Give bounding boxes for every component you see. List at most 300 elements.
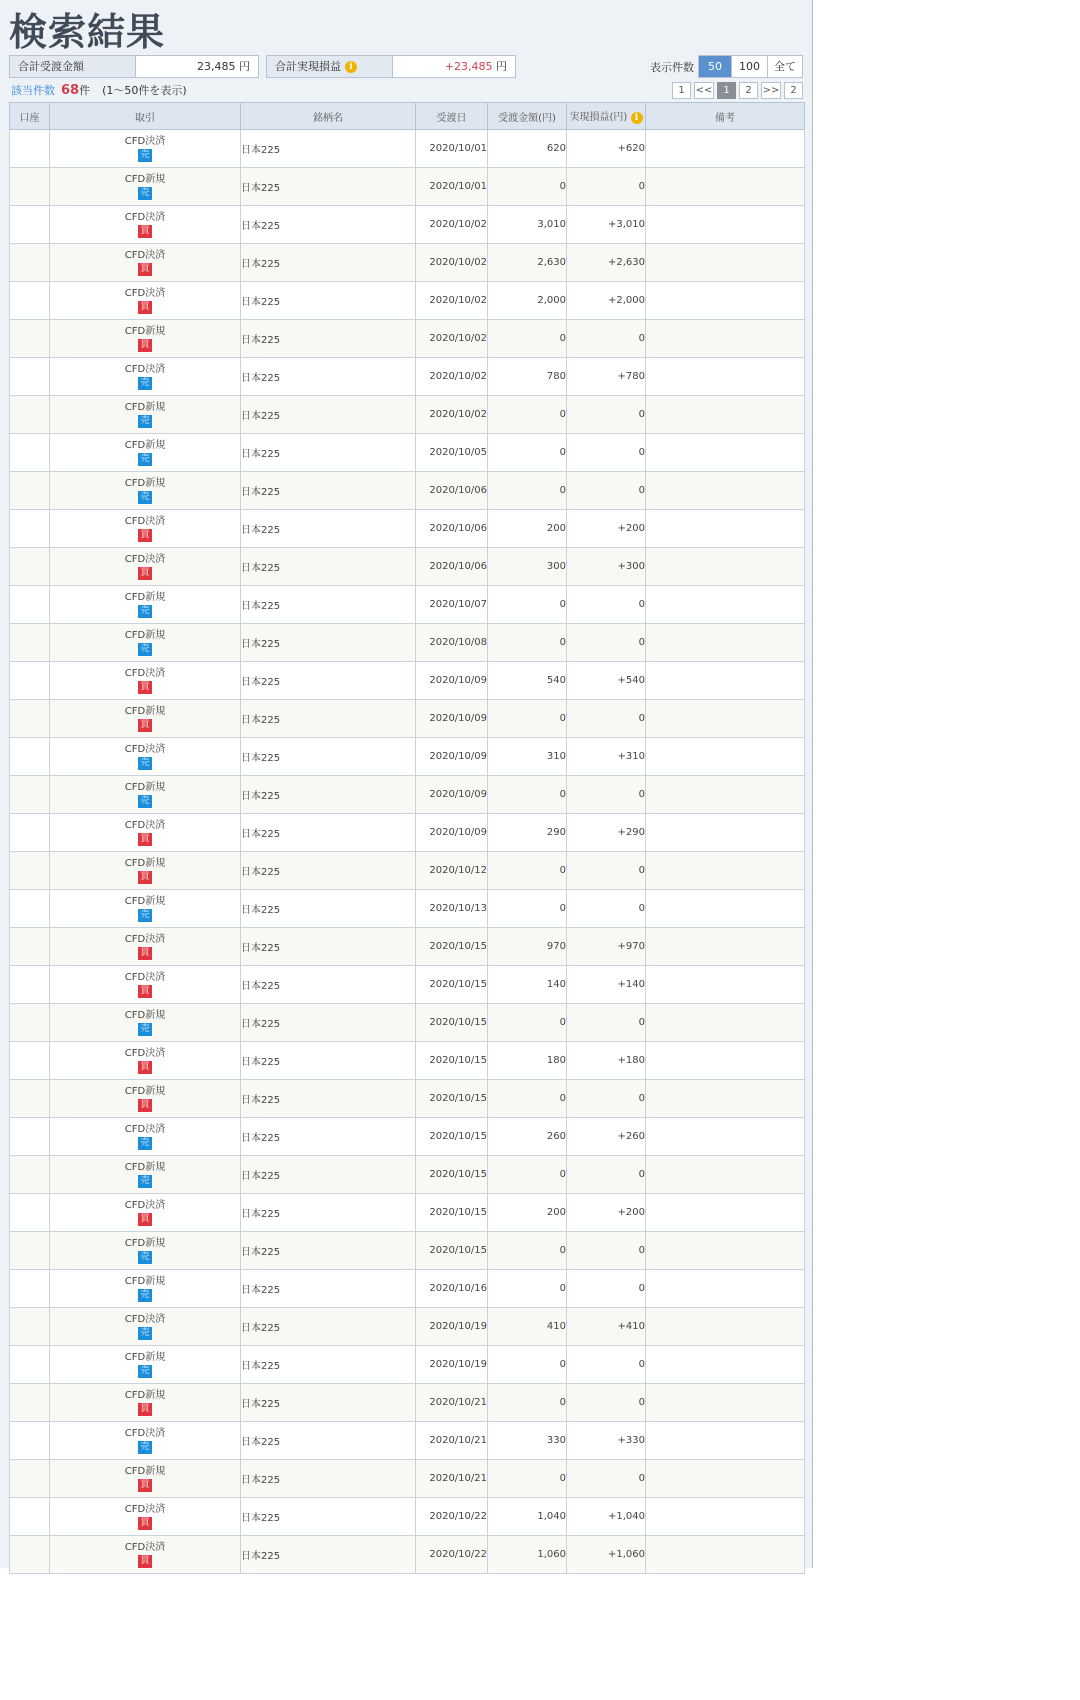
cell-account	[10, 320, 50, 358]
trade-type: CFD新規	[124, 1009, 166, 1021]
trade-type: CFD決済	[124, 363, 166, 375]
cell-pl: +260	[567, 1118, 646, 1156]
cell-trade	[50, 1460, 241, 1498]
cell-date: 2020/10/15	[416, 1004, 488, 1042]
cell-amount: 290	[488, 814, 567, 852]
trade-type: CFD決済	[124, 1427, 166, 1439]
cell-amount: 0	[488, 624, 567, 662]
cell-name: 日本225	[241, 244, 416, 282]
cell-pl: 0	[567, 1384, 646, 1422]
total-pl-label-cell	[267, 56, 393, 77]
cell-name: 日本225	[241, 1156, 416, 1194]
cell-pl: +2,630	[567, 244, 646, 282]
cell-trade	[50, 282, 241, 320]
side-badge: 売	[138, 1327, 152, 1340]
cell-note	[646, 700, 805, 738]
table-row	[10, 1042, 805, 1080]
info-icon[interactable]: i	[345, 61, 357, 73]
trade-type: CFD決済	[124, 819, 166, 831]
table-row	[10, 852, 805, 890]
cell-note	[646, 1536, 805, 1574]
cell-name: 日本225	[241, 1080, 416, 1118]
column-header-amount[interactable]: 受渡金額(円)	[488, 103, 567, 130]
table-row	[10, 206, 805, 244]
display-count-label: 表示件数	[650, 60, 694, 74]
cell-amount: 1,060	[488, 1536, 567, 1574]
display-count-option-50[interactable]: 50	[699, 56, 731, 77]
cell-account	[10, 662, 50, 700]
cell-date: 2020/10/01	[416, 168, 488, 206]
cell-date: 2020/10/21	[416, 1422, 488, 1460]
cell-amount: 0	[488, 1270, 567, 1308]
cell-account	[10, 1384, 50, 1422]
cell-name: 日本225	[241, 852, 416, 890]
cell-amount: 0	[488, 890, 567, 928]
table-row	[10, 168, 805, 206]
trade-type: CFD新規	[124, 1389, 166, 1401]
cell-name: 日本225	[241, 1460, 416, 1498]
cell-pl: 0	[567, 168, 646, 206]
side-badge: 売	[138, 1289, 152, 1302]
cell-name: 日本225	[241, 510, 416, 548]
cell-trade	[50, 244, 241, 282]
cell-name: 日本225	[241, 928, 416, 966]
cell-trade	[50, 1080, 241, 1118]
table-row	[10, 1346, 805, 1384]
side-badge: 売	[138, 1023, 152, 1036]
cell-date: 2020/10/01	[416, 130, 488, 168]
page-first-button[interactable]: 1	[672, 82, 691, 99]
table-row	[10, 1232, 805, 1270]
page-title: 検索結果	[9, 10, 166, 54]
trade-type: CFD新規	[124, 781, 166, 793]
cell-amount: 3,010	[488, 206, 567, 244]
cell-account	[10, 928, 50, 966]
cell-note	[646, 206, 805, 244]
cell-pl: 0	[567, 472, 646, 510]
trade-type: CFD決済	[124, 667, 166, 679]
cell-amount: 0	[488, 472, 567, 510]
cell-name: 日本225	[241, 396, 416, 434]
cell-amount: 0	[488, 434, 567, 472]
cell-amount: 180	[488, 1042, 567, 1080]
cell-note	[646, 1422, 805, 1460]
cell-amount: 330	[488, 1422, 567, 1460]
cell-account	[10, 890, 50, 928]
trade-type: CFD新規	[124, 1237, 166, 1249]
total-delivery-label: 合計受渡金額	[10, 56, 136, 77]
cell-name: 日本225	[241, 1232, 416, 1270]
side-badge: 売	[138, 187, 152, 200]
table-row	[10, 1460, 805, 1498]
cell-name: 日本225	[241, 358, 416, 396]
cell-date: 2020/10/07	[416, 586, 488, 624]
cell-trade	[50, 1384, 241, 1422]
cell-pl: +330	[567, 1422, 646, 1460]
cell-name: 日本225	[241, 1118, 416, 1156]
cell-pl: +970	[567, 928, 646, 966]
cell-pl: +140	[567, 966, 646, 1004]
cell-note	[646, 1004, 805, 1042]
column-header-pl[interactable]	[567, 103, 646, 130]
side-badge: 買	[138, 985, 152, 998]
side-badge: 売	[138, 1137, 152, 1150]
cell-trade	[50, 624, 241, 662]
side-badge: 売	[138, 453, 152, 466]
side-badge: 買	[138, 263, 152, 276]
cell-date: 2020/10/15	[416, 928, 488, 966]
cell-trade	[50, 966, 241, 1004]
side-badge: 売	[138, 643, 152, 656]
cell-name: 日本225	[241, 700, 416, 738]
table-row	[10, 396, 805, 434]
cell-date: 2020/10/05	[416, 434, 488, 472]
cell-amount: 0	[488, 1460, 567, 1498]
trade-type: CFD新規	[124, 1351, 166, 1363]
cell-account	[10, 624, 50, 662]
table-row	[10, 1422, 805, 1460]
cell-pl: 0	[567, 586, 646, 624]
side-badge: 売	[138, 757, 152, 770]
cell-account	[10, 358, 50, 396]
side-badge: 売	[138, 909, 152, 922]
cell-pl: 0	[567, 890, 646, 928]
side-badge: 買	[138, 681, 152, 694]
cell-amount: 200	[488, 1194, 567, 1232]
table-row	[10, 472, 805, 510]
cell-date: 2020/10/06	[416, 510, 488, 548]
cell-account	[10, 510, 50, 548]
cell-trade	[50, 1498, 241, 1536]
cell-date: 2020/10/15	[416, 966, 488, 1004]
column-header-pl-label: 実現損益(円)	[569, 112, 628, 123]
total-pl-label: 合計実現損益	[275, 60, 341, 73]
cell-amount: 0	[488, 1346, 567, 1384]
cell-pl: +2,000	[567, 282, 646, 320]
cell-note	[646, 928, 805, 966]
cell-note	[646, 738, 805, 776]
total-pl-amount: +23,485	[444, 60, 493, 73]
trade-type: CFD決済	[124, 515, 166, 527]
column-header-date[interactable]: 受渡日	[416, 103, 488, 130]
cell-account	[10, 586, 50, 624]
side-badge: 買	[138, 1213, 152, 1226]
cell-trade	[50, 662, 241, 700]
table-body	[10, 130, 805, 1574]
cell-name: 日本225	[241, 1308, 416, 1346]
cell-note	[646, 624, 805, 662]
trade-type: CFD決済	[124, 1503, 166, 1515]
column-header-note[interactable]: 備考	[646, 103, 805, 130]
cell-trade	[50, 358, 241, 396]
cell-note	[646, 1118, 805, 1156]
cell-note	[646, 244, 805, 282]
cell-account	[10, 1460, 50, 1498]
cell-name: 日本225	[241, 814, 416, 852]
side-badge: 買	[138, 871, 152, 884]
cell-amount: 2,000	[488, 282, 567, 320]
cell-date: 2020/10/06	[416, 548, 488, 586]
cell-trade	[50, 852, 241, 890]
display-count-option-all[interactable]: 全て	[767, 56, 802, 77]
column-header-name[interactable]: 銘柄名	[241, 103, 416, 130]
cell-name: 日本225	[241, 168, 416, 206]
cell-amount: 970	[488, 928, 567, 966]
cell-pl: +200	[567, 1194, 646, 1232]
cell-trade	[50, 472, 241, 510]
cell-date: 2020/10/09	[416, 700, 488, 738]
cell-note	[646, 434, 805, 472]
cell-trade	[50, 814, 241, 852]
table-row	[10, 1498, 805, 1536]
cell-account	[10, 1270, 50, 1308]
table-row	[10, 662, 805, 700]
table-row	[10, 282, 805, 320]
cell-note	[646, 814, 805, 852]
cell-name: 日本225	[241, 966, 416, 1004]
total-delivery-box	[9, 55, 259, 78]
cell-account	[10, 966, 50, 1004]
cell-trade	[50, 776, 241, 814]
page-current-button[interactable]: 1	[717, 82, 736, 99]
cell-amount: 0	[488, 396, 567, 434]
side-badge: 売	[138, 795, 152, 808]
cell-account	[10, 852, 50, 890]
cell-pl: +410	[567, 1308, 646, 1346]
cell-date: 2020/10/02	[416, 320, 488, 358]
pagination	[672, 82, 803, 99]
table-row	[10, 358, 805, 396]
cell-amount: 410	[488, 1308, 567, 1346]
cell-account	[10, 1080, 50, 1118]
side-badge: 売	[138, 149, 152, 162]
cell-date: 2020/10/21	[416, 1384, 488, 1422]
cell-pl: +3,010	[567, 206, 646, 244]
table-row	[10, 1270, 805, 1308]
cell-pl: 0	[567, 776, 646, 814]
cell-date: 2020/10/22	[416, 1536, 488, 1574]
table-row	[10, 548, 805, 586]
column-header-account[interactable]: 口座	[10, 103, 50, 130]
cell-pl: 0	[567, 700, 646, 738]
cell-note	[646, 1308, 805, 1346]
trade-type: CFD新規	[124, 705, 166, 717]
cell-note	[646, 548, 805, 586]
cell-pl: 0	[567, 1004, 646, 1042]
cell-account	[10, 814, 50, 852]
total-pl-value	[393, 56, 515, 77]
table-row	[10, 966, 805, 1004]
cell-name: 日本225	[241, 1004, 416, 1042]
trade-type: CFD新規	[124, 857, 166, 869]
side-badge: 買	[138, 1061, 152, 1074]
cell-trade	[50, 738, 241, 776]
cell-pl: +290	[567, 814, 646, 852]
result-count	[11, 82, 187, 98]
table-row	[10, 1308, 805, 1346]
column-header-trade[interactable]: 取引	[50, 103, 241, 130]
cell-trade	[50, 1308, 241, 1346]
table-row	[10, 434, 805, 472]
cell-date: 2020/10/21	[416, 1460, 488, 1498]
cell-trade	[50, 1346, 241, 1384]
side-badge: 買	[138, 225, 152, 238]
cell-name: 日本225	[241, 624, 416, 662]
cell-note	[646, 1270, 805, 1308]
side-badge: 買	[138, 1403, 152, 1416]
cell-note	[646, 168, 805, 206]
cell-date: 2020/10/12	[416, 852, 488, 890]
trade-type: CFD新規	[124, 591, 166, 603]
table-row	[10, 244, 805, 282]
cell-pl: 0	[567, 624, 646, 662]
page-next-button[interactable]: >>	[761, 82, 781, 99]
table-row	[10, 1156, 805, 1194]
cell-date: 2020/10/15	[416, 1118, 488, 1156]
trade-type: CFD決済	[124, 971, 166, 983]
cell-pl: 0	[567, 1080, 646, 1118]
cell-note	[646, 1384, 805, 1422]
display-count-option-100[interactable]: 100	[731, 56, 767, 77]
cell-date: 2020/10/09	[416, 738, 488, 776]
info-icon[interactable]: i	[631, 112, 643, 124]
cell-note	[646, 396, 805, 434]
cell-date: 2020/10/15	[416, 1042, 488, 1080]
trade-type: CFD新規	[124, 325, 166, 337]
trade-type: CFD決済	[124, 249, 166, 261]
cell-pl: +1,040	[567, 1498, 646, 1536]
cell-trade	[50, 1194, 241, 1232]
cell-pl: 0	[567, 852, 646, 890]
display-count-segment	[698, 55, 803, 78]
cell-amount: 620	[488, 130, 567, 168]
cell-amount: 0	[488, 1080, 567, 1118]
table-header-row	[10, 103, 805, 130]
cell-amount: 300	[488, 548, 567, 586]
trade-type: CFD新規	[124, 401, 166, 413]
cell-date: 2020/10/15	[416, 1194, 488, 1232]
trade-type: CFD新規	[124, 173, 166, 185]
cell-pl: 0	[567, 320, 646, 358]
page-2-button[interactable]: 2	[739, 82, 758, 99]
cell-name: 日本225	[241, 1194, 416, 1232]
table-row	[10, 130, 805, 168]
cell-date: 2020/10/19	[416, 1308, 488, 1346]
trade-type: CFD決済	[124, 1541, 166, 1553]
page-prev-button[interactable]: <<	[694, 82, 714, 99]
cell-trade	[50, 130, 241, 168]
table-row	[10, 928, 805, 966]
cell-name: 日本225	[241, 1346, 416, 1384]
cell-date: 2020/10/13	[416, 890, 488, 928]
cell-trade	[50, 168, 241, 206]
cell-note	[646, 358, 805, 396]
side-badge: 売	[138, 377, 152, 390]
cell-name: 日本225	[241, 1270, 416, 1308]
trade-type: CFD新規	[124, 1465, 166, 1477]
cell-trade	[50, 1422, 241, 1460]
cell-name: 日本225	[241, 472, 416, 510]
cell-account	[10, 434, 50, 472]
page-last-button[interactable]: 2	[784, 82, 803, 99]
cell-trade	[50, 890, 241, 928]
cell-date: 2020/10/15	[416, 1080, 488, 1118]
cell-date: 2020/10/02	[416, 206, 488, 244]
trade-type: CFD決済	[124, 135, 166, 147]
table-row	[10, 1118, 805, 1156]
cell-note	[646, 890, 805, 928]
cell-name: 日本225	[241, 1042, 416, 1080]
cell-date: 2020/10/02	[416, 396, 488, 434]
cell-trade	[50, 1118, 241, 1156]
cell-amount: 310	[488, 738, 567, 776]
trade-type: CFD新規	[124, 629, 166, 641]
cell-name: 日本225	[241, 586, 416, 624]
cell-pl: +540	[567, 662, 646, 700]
table-row	[10, 320, 805, 358]
cell-note	[646, 852, 805, 890]
trade-type: CFD決済	[124, 553, 166, 565]
cell-trade	[50, 320, 241, 358]
cell-amount: 0	[488, 776, 567, 814]
cell-note	[646, 472, 805, 510]
trade-type: CFD決済	[124, 1047, 166, 1059]
cell-account	[10, 1194, 50, 1232]
cell-trade	[50, 396, 241, 434]
result-count-value	[61, 82, 90, 98]
cell-pl: +620	[567, 130, 646, 168]
cell-trade	[50, 1232, 241, 1270]
cell-name: 日本225	[241, 434, 416, 472]
cell-date: 2020/10/16	[416, 1270, 488, 1308]
side-badge: 買	[138, 339, 152, 352]
cell-pl: +300	[567, 548, 646, 586]
cell-account	[10, 738, 50, 776]
cell-note	[646, 776, 805, 814]
cell-note	[646, 662, 805, 700]
cell-amount: 780	[488, 358, 567, 396]
side-badge: 売	[138, 1365, 152, 1378]
table-row	[10, 776, 805, 814]
cell-account	[10, 1004, 50, 1042]
cell-account	[10, 1536, 50, 1574]
trade-type: CFD新規	[124, 895, 166, 907]
cell-account	[10, 1498, 50, 1536]
table-row	[10, 586, 805, 624]
cell-name: 日本225	[241, 776, 416, 814]
side-badge: 買	[138, 947, 152, 960]
side-badge: 買	[138, 1099, 152, 1112]
cell-trade	[50, 1270, 241, 1308]
result-count-label: 該当件数	[11, 84, 55, 97]
cell-note	[646, 1042, 805, 1080]
cell-account	[10, 700, 50, 738]
cell-trade	[50, 1156, 241, 1194]
cell-amount: 260	[488, 1118, 567, 1156]
cell-amount: 140	[488, 966, 567, 1004]
cell-account	[10, 206, 50, 244]
cell-account	[10, 1346, 50, 1384]
cell-pl: 0	[567, 396, 646, 434]
cell-account	[10, 1156, 50, 1194]
side-badge: 買	[138, 1517, 152, 1530]
cell-account	[10, 244, 50, 282]
cell-note	[646, 1346, 805, 1384]
display-count-control	[650, 55, 803, 78]
cell-name: 日本225	[241, 130, 416, 168]
side-badge: 売	[138, 1441, 152, 1454]
cell-note	[646, 282, 805, 320]
